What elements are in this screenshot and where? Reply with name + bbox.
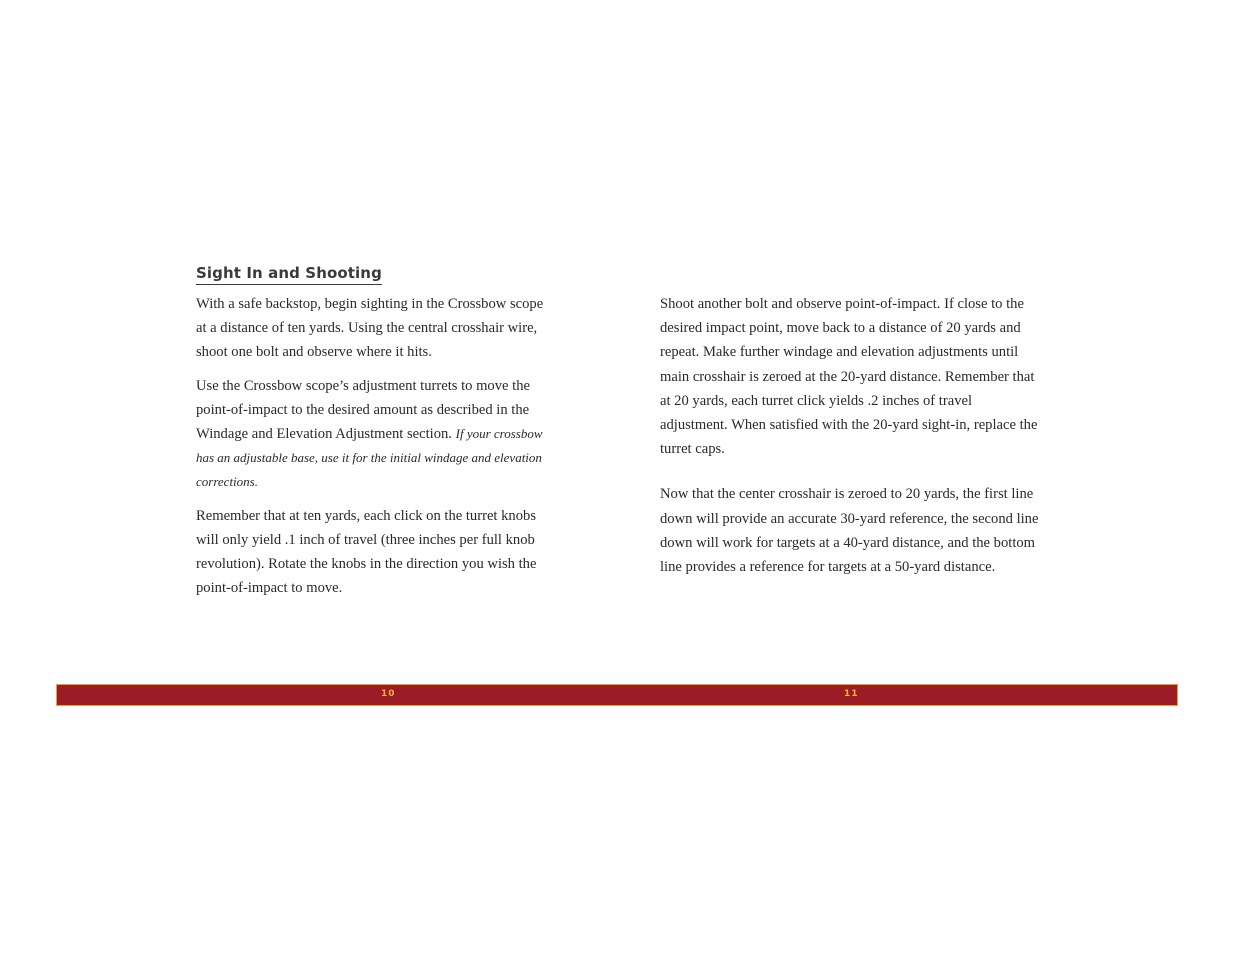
right-paragraph-2: Now that the center crosshair is zeroed to 20 yards, the first line down will provide an accurate 30-yard reference, the second line down will work for targets at a 40-yard distance, and the bottom line provides a reference for targets at a 50-yard distance. [660,486,1039,576]
page-number-right: 11 [844,689,859,699]
right-page-column [660,292,1040,579]
section-heading: Sight In and Shooting [196,264,382,285]
left-paragraph-2-text: Use the Crossbow scope’s adjustment turrets to move the point-of-impact to the desired amount as described in the Windage and Elevation Adjustment section. [196,377,530,443]
footer-band [56,684,1178,706]
left-paragraph-3: Remember that at ten yards, each click on the turret knobs will only yield .1 inch of travel (three inches per full knob revolution). Rotate the knobs in the direction you wish the point-of-impact to move. [196,507,537,597]
left-paragraph-2 [196,374,556,495]
page-number-left: 10 [381,689,396,699]
left-paragraph-1: With a safe backstop, begin sighting in the Crossbow scope at a distance of ten yards. Using the central crosshair wire, shoot one bolt and observe where it hits. [196,296,544,361]
left-paragraph-2-italic-note: If your crossbow has an adjustable base, use it for the initial windage and elevation corrections. [196,426,543,490]
right-paragraph-1: Shoot another bolt and observe point-of-impact. If close to the desired impact point, move back to a distance of 20 yards and repeat. Make further windage and elevation adjustments until main crosshair is zeroed at the 20-yard distance. Remember that at 20 yards, each turret click yields .2 inches of travel adjustment. When satisfied with the 20-yard sight-in, replace the turret caps. [660,296,1038,458]
left-page-column [196,292,556,600]
